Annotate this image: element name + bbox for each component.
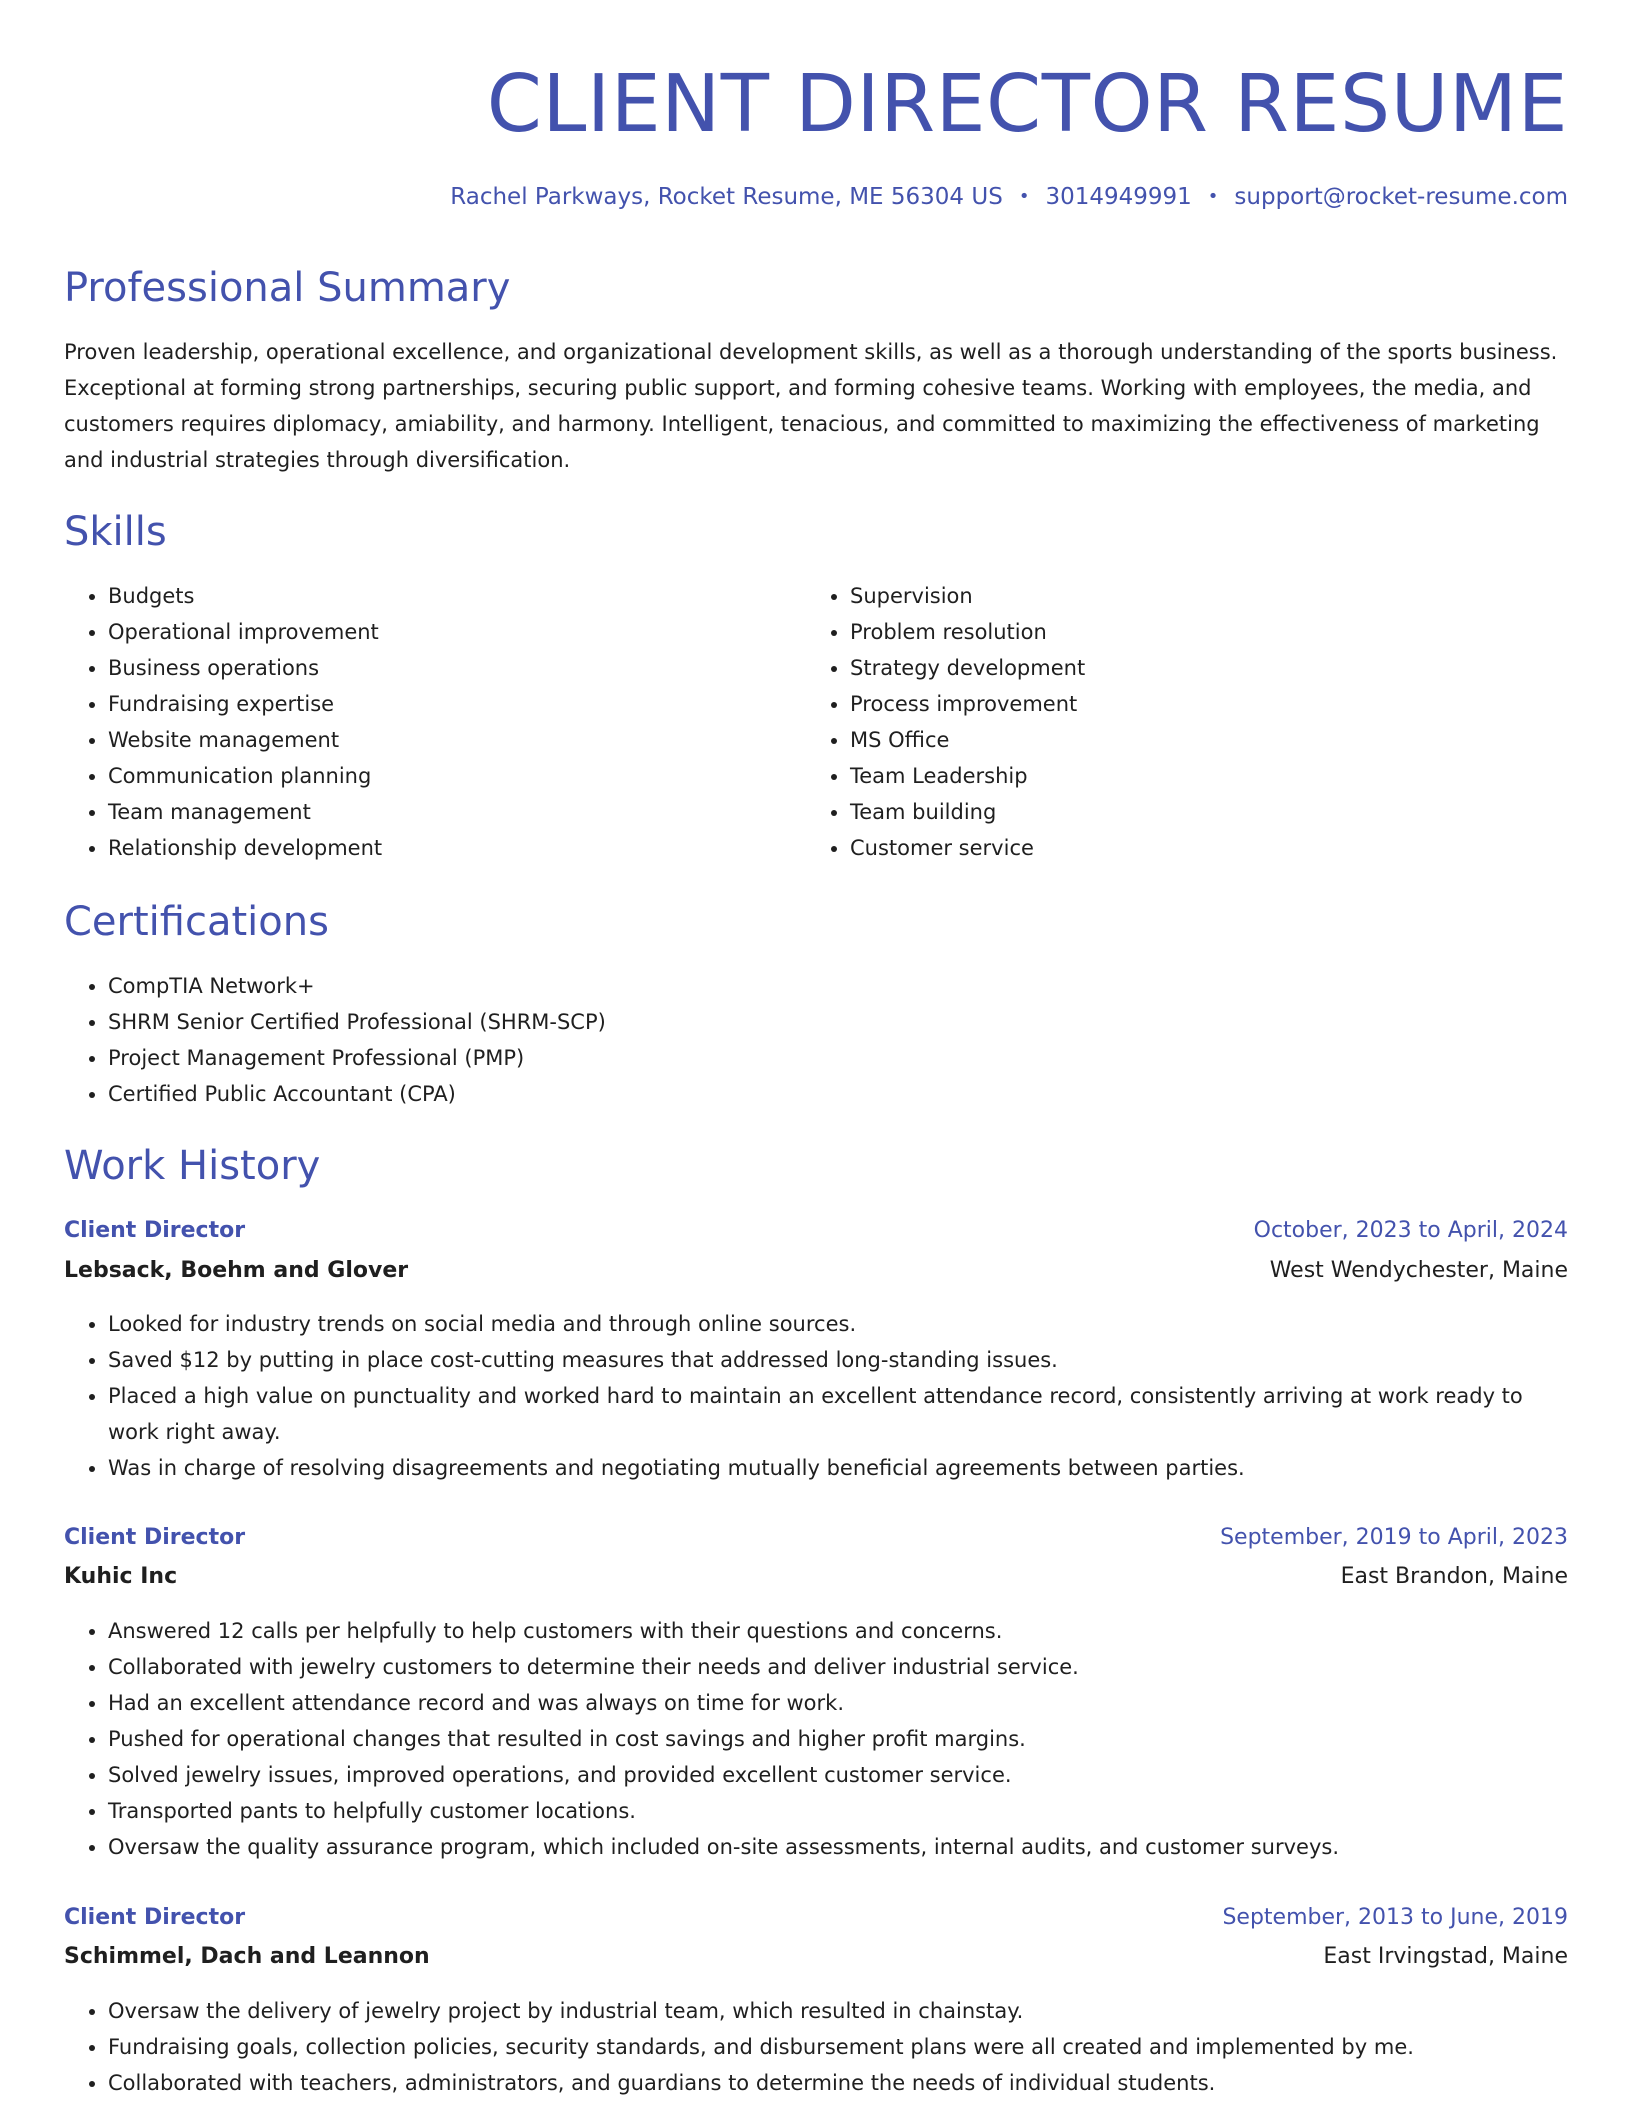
- skill-item: • Business operations: [108, 650, 808, 686]
- job-bullet: • Saved $12 by putting in place cost-cutting measures that addressed long-standing issues.: [108, 1342, 1568, 1378]
- work-history-heading: Work History: [64, 1143, 321, 1189]
- job-bullets: [64, 1306, 1568, 1486]
- job-title: Client Director: [64, 1218, 246, 1243]
- contact-phone: 3014949991: [1045, 184, 1192, 210]
- skill-item: • Communication planning: [108, 758, 808, 794]
- job-location: West Wendychester, Maine: [1269, 1258, 1568, 1283]
- skills-heading: Skills: [64, 509, 167, 555]
- job-bullet: • Oversaw the quality assurance program, which included on-site assessments, internal audits, and customer surveys.: [108, 1829, 1568, 1865]
- job-location: East Brandon, Maine: [1340, 1564, 1568, 1589]
- job-bullet: • Answered 12 calls per helpfully to help customers with their questions and concerns.: [108, 1613, 1568, 1649]
- skill-item: • MS Office: [850, 722, 1550, 758]
- job-bullet: • Collaborated with jewelry customers to determine their needs and deliver industrial service.: [108, 1649, 1568, 1685]
- job-bullet: • Had an excellent attendance record and was always on time for work.: [108, 1685, 1568, 1721]
- job-bullets: [64, 1613, 1568, 1865]
- job-company: Lebsack, Boehm and Glover: [64, 1258, 409, 1283]
- job-dates: September, 2019 to April, 2023: [1220, 1525, 1568, 1550]
- skill-item: • Process improvement: [850, 686, 1550, 722]
- skills-list-right: [806, 578, 1550, 866]
- job-title: Client Director: [64, 1525, 246, 1550]
- job-bullets: [64, 1993, 1568, 2101]
- skills-list-left: [64, 578, 808, 866]
- skill-item: • Team management: [108, 794, 808, 830]
- skill-item: • Fundraising expertise: [108, 686, 808, 722]
- summary-text: Proven leadership, operational excellence, and organizational development skills, as well as a thorough understanding of the sports business. Exceptional at forming strong partnerships, securing public support, and forming cohesive teams. Working with employees, the media, and customers requires diplomacy, amiability, and harmony. Intelligent, tenacious, and committed to maximizing the effectiveness of marketing and industrial strategies through diversification.: [64, 340, 1558, 472]
- contact-line: [450, 180, 1568, 216]
- job-company: Kuhic Inc: [64, 1564, 178, 1589]
- job-bullet: • Pushed for operational changes that resulted in cost savings and higher profit margins.: [108, 1721, 1568, 1757]
- resume-title: CLIENT DIRECTOR RESUME: [486, 58, 1568, 150]
- summary-heading: Professional Summary: [64, 265, 511, 311]
- job-bullet: • Looked for industry trends on social media and through online sources.: [108, 1306, 1568, 1342]
- certification-item: • SHRM Senior Certified Professional (SHRM-SCP): [108, 1004, 1568, 1040]
- job-bullet: • Collaborated with teachers, administrators, and guardians to determine the needs of individual students.: [108, 2065, 1568, 2101]
- skill-item: • Problem resolution: [850, 614, 1550, 650]
- job-bullet: • Oversaw the delivery of jewelry project by industrial team, which resulted in chainstay.: [108, 1993, 1568, 2029]
- job-location: East Irvingstad, Maine: [1323, 1944, 1568, 1969]
- job-company: Schimmel, Dach and Leannon: [64, 1944, 430, 1969]
- skill-item: • Team Leadership: [850, 758, 1550, 794]
- job-bullet: • Solved jewelry issues, improved operations, and provided excellent customer service.: [108, 1757, 1568, 1793]
- contact-separator: •: [1018, 186, 1030, 207]
- certification-item: • CompTIA Network+: [108, 968, 1568, 1004]
- contact-email: support@rocket-resume.com: [1234, 184, 1568, 210]
- job-dates: September, 2013 to June, 2019: [1222, 1905, 1568, 1930]
- job-bullet: • Fundraising goals, collection policies, security standards, and disbursement plans were all created and implemented by me.: [108, 2029, 1568, 2065]
- job-title: Client Director: [64, 1905, 246, 1930]
- skill-item: • Customer service: [850, 830, 1550, 866]
- certification-item: • Certified Public Accountant (CPA): [108, 1076, 1568, 1112]
- skill-item: • Team building: [850, 794, 1550, 830]
- contact-address: Rachel Parkways, Rocket Resume, ME 56304 US: [450, 184, 1003, 210]
- skill-item: • Relationship development: [108, 830, 808, 866]
- skill-item: • Budgets: [108, 578, 808, 614]
- skill-item: • Supervision: [850, 578, 1550, 614]
- contact-separator: •: [1207, 186, 1219, 207]
- job-bullet: • Transported pants to helpfully customer locations.: [108, 1793, 1568, 1829]
- skill-item: • Strategy development: [850, 650, 1550, 686]
- certifications-heading: Certifications: [64, 899, 329, 945]
- job-bullet: • Placed a high value on punctuality and worked hard to maintain an excellent attendance record, consistently arriving at work ready to work right away.: [108, 1378, 1568, 1450]
- job-bullet: • Was in charge of resolving disagreements and negotiating mutually beneficial agreements between parties.: [108, 1450, 1568, 1486]
- certification-item: • Project Management Professional (PMP): [108, 1040, 1568, 1076]
- job-dates: October, 2023 to April, 2024: [1253, 1218, 1568, 1243]
- certifications-list: [64, 968, 1568, 1112]
- skill-item: • Operational improvement: [108, 614, 808, 650]
- skill-item: • Website management: [108, 722, 808, 758]
